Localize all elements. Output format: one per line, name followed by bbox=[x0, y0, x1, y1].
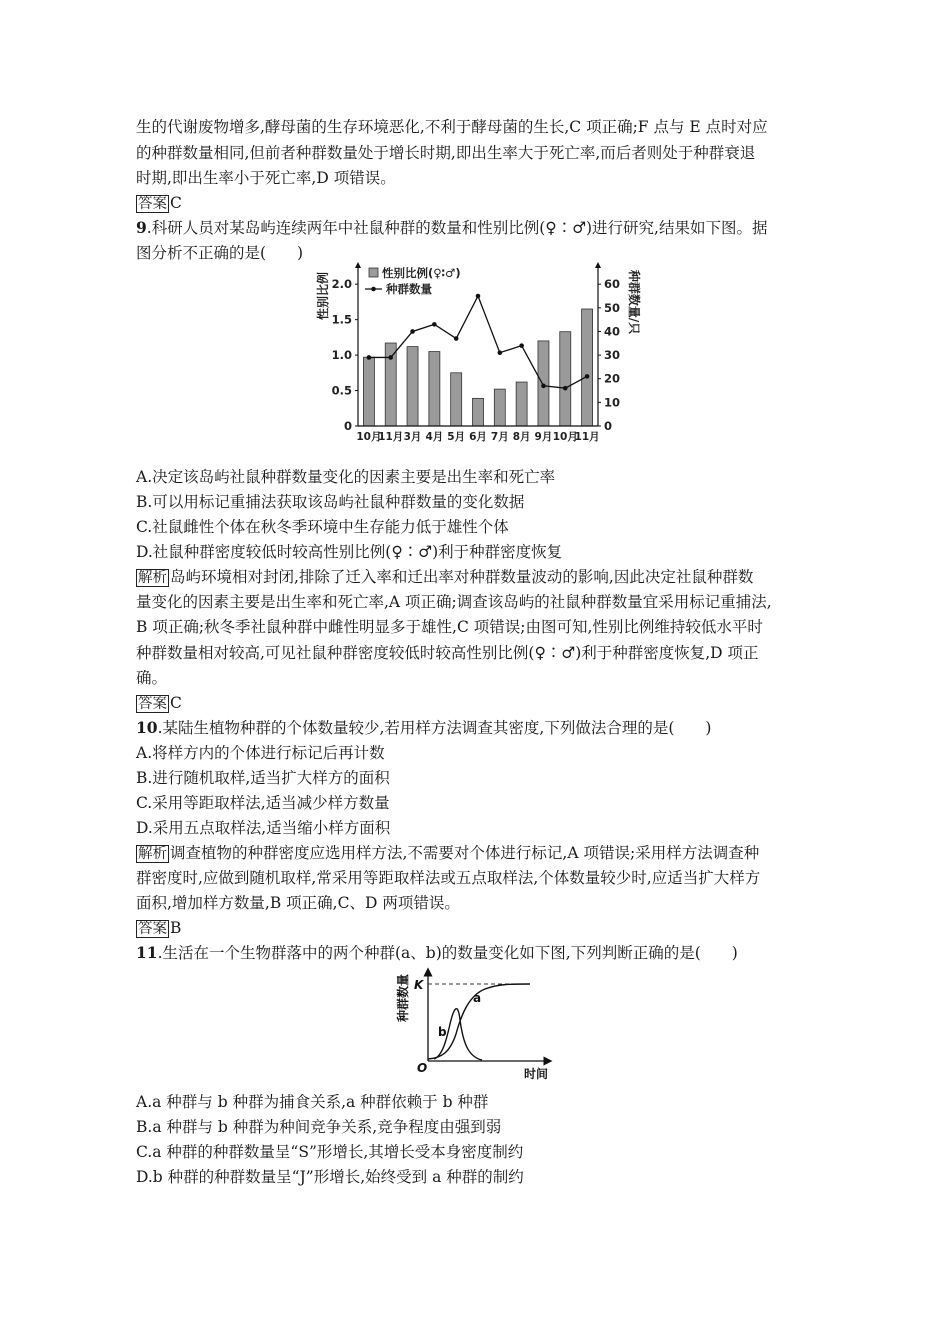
right-tick-label: 30 bbox=[604, 348, 621, 363]
q9-answer bbox=[136, 693, 182, 713]
x-axis-label: 时间 bbox=[523, 1067, 549, 1081]
left-tick-label: 1.0 bbox=[331, 348, 352, 363]
sex-ratio-bar bbox=[473, 398, 484, 426]
legend-bar-swatch bbox=[369, 268, 378, 277]
curve-a-label: a bbox=[473, 991, 482, 1005]
population-curves-chart bbox=[390, 962, 560, 1088]
population-point bbox=[519, 343, 524, 348]
analysis-text: 岛屿环境相对封闭,排除了迁入率和迁出率对种群数量波动的影响,因此决定社鼠种群数 bbox=[170, 568, 754, 586]
sex-ratio-bar bbox=[363, 357, 374, 426]
left-axis-arrow bbox=[355, 262, 361, 268]
q10-analysis-line: 面积,增加样方数量,B 项正确,C、D 两项错误。 bbox=[136, 894, 460, 912]
x-tick-label: 11月 bbox=[574, 431, 600, 443]
sex-ratio-bar bbox=[494, 389, 505, 426]
q10-answer bbox=[136, 918, 181, 938]
left-axis-title: 性别比例 bbox=[316, 271, 330, 321]
chart-legend bbox=[365, 266, 461, 296]
q10-option-a: A.将样方内的个体进行标记后再计数 bbox=[136, 744, 385, 762]
q9-analysis-line: 量变化的因素主要是出生率和死亡率,A 项正确;调查该岛屿的社鼠种群数量宜采用标记重捕法, bbox=[136, 593, 772, 611]
q11-option-b: B.a 种群与 b 种群为种间竞争关系,竞争程度由强到弱 bbox=[136, 1118, 502, 1136]
q9-option-d: D.社鼠种群密度较低时较高性别比例(♀∶♂)利于种群密度恢复 bbox=[136, 543, 563, 561]
right-tick-label: 60 bbox=[604, 277, 621, 292]
x-tick-label: 6月 bbox=[469, 431, 487, 443]
left-tick-label: 0.5 bbox=[331, 383, 352, 398]
population-point bbox=[498, 350, 503, 355]
q9-stem-line2: 图分析不正确的是( ) bbox=[136, 244, 304, 262]
answer-label: 答案 bbox=[138, 696, 167, 712]
q9-analysis-line: 种群数量相对较高,可见社鼠种群密度较低时较高性别比例(♀∶♂)利于种群密度恢复,D 项正 bbox=[136, 644, 759, 662]
question-number: 11 bbox=[136, 943, 158, 962]
sex-ratio-bar bbox=[560, 332, 571, 426]
right-tick-label: 10 bbox=[604, 395, 621, 410]
origin-label: O bbox=[417, 1061, 428, 1075]
legend-line-marker bbox=[371, 287, 376, 292]
x-tick-label: 8月 bbox=[512, 431, 531, 443]
analysis-label: 解析 bbox=[138, 570, 167, 586]
right-axis-arrow bbox=[595, 262, 601, 268]
sex-ratio-bar bbox=[582, 309, 593, 426]
x-tick-label: 9月 bbox=[534, 431, 553, 443]
x-tick-label: 5月 bbox=[447, 431, 466, 443]
question-number: 10 bbox=[136, 718, 158, 737]
sex-ratio-bar bbox=[429, 352, 440, 426]
answer-value: B bbox=[170, 919, 182, 937]
q10-stem bbox=[136, 718, 711, 738]
sex-ratio-bar bbox=[407, 347, 418, 426]
sex-ratio-population-chart bbox=[312, 262, 644, 446]
analysis-label: 解析 bbox=[138, 846, 167, 862]
q11-option-d: D.b 种群的种群数量呈“J”形增长,始终受到 a 种群的制约 bbox=[136, 1168, 524, 1186]
question-stem: .某陆生植物种群的个体数量较少,若用样方法调查其密度,下列做法合理的是( ) bbox=[157, 719, 712, 737]
right-tick-label: 50 bbox=[604, 300, 621, 315]
q9-option-c: C.社鼠雌性个体在秋冬季环境中生存能力低于雄性个体 bbox=[136, 518, 509, 536]
right-axis-title: 种群数量/只 bbox=[627, 269, 641, 335]
population-point bbox=[563, 386, 568, 391]
q11-stem bbox=[136, 943, 738, 963]
right-tick-label: 40 bbox=[604, 324, 621, 339]
q10-analysis-line bbox=[136, 843, 759, 863]
answer-value: C bbox=[170, 194, 182, 212]
population-point bbox=[388, 355, 393, 360]
q8-analysis-line: 的种群数量相同,但前者种群数量处于增长时期,即出生率大于死亡率,而后者则处于种群衰退 bbox=[136, 144, 756, 162]
question-stem: .科研人员对某岛屿连续两年中社鼠种群的数量和性别比例(♀∶♂)进行研究,结果如下图。据 bbox=[146, 219, 768, 237]
q9-analysis-line: 确。 bbox=[136, 669, 168, 687]
right-tick-label: 0 bbox=[604, 419, 613, 433]
q8-answer bbox=[136, 193, 182, 213]
q10-analysis-line: 群密度时,应做到随机取样,常采用等距取样法或五点取样法,个体数量较少时,应适当扩大样方 bbox=[136, 869, 761, 887]
y-axis-label: 种群数量 bbox=[396, 973, 410, 1023]
q11-option-a: A.a 种群与 b 种群为捕食关系,a 种群依赖于 b 种群 bbox=[136, 1093, 489, 1111]
q9-option-b: B.可以用标记重捕法获取该岛屿社鼠种群数量的变化数据 bbox=[136, 493, 525, 511]
x-tick-label: 4月 bbox=[425, 431, 444, 443]
sex-ratio-bar bbox=[538, 341, 549, 426]
population-point bbox=[367, 355, 372, 360]
q11-option-c: C.a 种群的种群数量呈“S”形增长,其增长受本身密度制约 bbox=[136, 1143, 524, 1161]
legend-line-label: 种群数量 bbox=[386, 282, 432, 296]
population-line bbox=[369, 296, 587, 388]
analysis-text: 调查植物的种群密度应选用样方法,不需要对个体进行标记,A 项错误;采用样方法调查种 bbox=[170, 844, 760, 862]
q10-option-c: C.采用等距取样法,适当减少样方数量 bbox=[136, 794, 390, 812]
q10-option-d: D.采用五点取样法,适当缩小样方面积 bbox=[136, 819, 391, 837]
population-point bbox=[585, 374, 590, 379]
x-tick-label: 11月 bbox=[378, 431, 404, 443]
sex-ratio-bar bbox=[451, 373, 462, 426]
question-number: 9 bbox=[136, 218, 147, 237]
sex-ratio-bar bbox=[516, 382, 527, 426]
answer-value: C bbox=[170, 694, 182, 712]
x-tick-label: 7月 bbox=[490, 431, 509, 443]
left-tick-label: 2.0 bbox=[331, 277, 352, 292]
q9-option-a: A.决定该岛屿社鼠种群数量变化的因素主要是出生率和死亡率 bbox=[136, 468, 556, 486]
q8-analysis-line: 生的代谢废物增多,酵母菌的生存环境恶化,不利于酵母菌的生长,C 项正确;F 点与 E 点时对应 bbox=[136, 118, 768, 136]
q9-analysis-line bbox=[136, 567, 753, 587]
curve-b-label: b bbox=[438, 1025, 447, 1039]
left-tick-label: 1.5 bbox=[331, 312, 352, 327]
left-tick-label: 0 bbox=[343, 419, 352, 433]
q9-analysis-line: B 项正确;秋冬季社鼠种群中雌性明显多于雄性,C 项错误;由图可知,性别比例维持较低水平时 bbox=[136, 618, 763, 636]
population-point bbox=[432, 322, 437, 327]
q9-stem bbox=[136, 218, 767, 238]
x-tick-label: 10月 bbox=[552, 431, 578, 443]
question-stem: .生活在一个生物群落中的两个种群(a、b)的数量变化如下图,下列判断正确的是( ) bbox=[157, 944, 738, 962]
population-point bbox=[476, 294, 481, 299]
x-tick-label: 3月 bbox=[403, 431, 422, 443]
legend-bar-label: 性别比例(♀∶♂) bbox=[382, 266, 461, 280]
x-tick-label: 10月 bbox=[356, 431, 382, 443]
answer-label: 答案 bbox=[138, 921, 167, 937]
right-tick-label: 20 bbox=[604, 371, 621, 386]
q8-analysis-line: 时期,即出生率小于死亡率,D 项错误。 bbox=[136, 169, 396, 187]
k-label: K bbox=[414, 978, 424, 992]
population-point bbox=[541, 384, 546, 389]
population-point bbox=[454, 336, 459, 341]
population-point bbox=[410, 329, 415, 334]
answer-label: 答案 bbox=[138, 196, 167, 212]
q10-option-b: B.进行随机取样,适当扩大样方的面积 bbox=[136, 769, 390, 787]
